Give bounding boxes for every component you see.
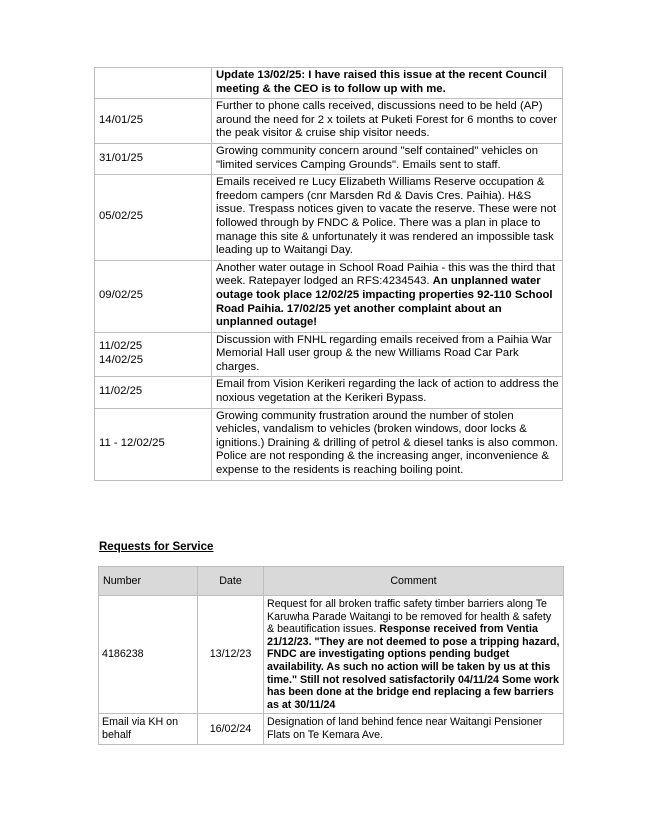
log-note-cell <box>212 143 563 174</box>
log-note-cell <box>212 175 563 261</box>
rfs-body <box>99 596 564 745</box>
log-row <box>95 175 563 261</box>
log-row <box>95 332 563 377</box>
text: Designation of land behind fence near Waitangi Pensioner Flats on Te Kemara Ave. <box>267 716 543 741</box>
rfs-number-cell: 4186238 <box>99 596 198 714</box>
log-note-cell <box>212 408 563 480</box>
text: Discussion with FNHL regarding emails received from a Paihia War Memorial Hall user group & the new Williams Road Car Park charges. <box>216 333 552 373</box>
log-note-cell <box>212 68 563 99</box>
log-date-cell <box>95 68 212 99</box>
issues-log-body <box>95 68 563 481</box>
text: Request for all broken traffic safety timber barriers along Te Karuwha Parade Waitangi to be removed for health & safety & beautification issues. <box>267 598 552 636</box>
text: Emails received re Lucy Elizabeth Williams Reserve occupation & freedom campers (cnr Marsden Rd & Davis Cres. Paihia). H&S issue. Trespass notices given to vacate the reserve. These were not followed through by FNDC & Police. There was a plan in place to manage this site & unfortunately it was rendered an impossible task leading up to Waitangi Day. <box>216 176 557 257</box>
rfs-number-cell: Email via KH on behalf <box>99 714 198 744</box>
log-row <box>95 377 563 408</box>
rfs-header-number: Number <box>99 567 198 596</box>
log-date-cell: 09/02/25 <box>95 260 212 332</box>
text: Email from Vision Kerikeri regarding the lack of action to address the noxious vegetation at the Kerikeri Bypass. <box>216 378 559 405</box>
log-note-cell <box>212 260 563 332</box>
log-note-cell <box>212 377 563 408</box>
log-row <box>95 408 563 480</box>
log-note-cell <box>212 99 563 144</box>
log-row <box>95 143 563 174</box>
rfs-date-cell: 13/12/23 <box>198 596 264 714</box>
rfs-table <box>98 566 564 745</box>
bold-text: Update 13/02/25: I have raised this issue at the recent Council meeting & the CEO is to follow up with me. <box>216 69 547 95</box>
log-row <box>95 99 563 144</box>
bold-text: Response received from Ventia 21/12/23. "They are not deemed to pose a tripping hazard, FNDC are investigating options pending budget availability. As such no action will be taken by us at this time." Still not resolved satisfactorily 04/11/24 Some work has been done at the bridge end replacing a few barriers as at 30/11/24 <box>267 623 560 711</box>
text: Growing community concern around "self contained" vehicles on "limited services Camping Grounds". Emails sent to staff. <box>216 144 538 171</box>
log-row <box>95 260 563 332</box>
rfs-header-row <box>99 567 564 596</box>
issues-log-table <box>94 67 563 481</box>
bold-text: An unplanned water outage took place 12/02/25 impacting properties 92-110 School Road Paihia. 17/02/25 yet another complaint about an unplanned outage! <box>216 275 553 329</box>
rfs-header-comment: Comment <box>264 567 564 596</box>
log-date-cell: 05/02/25 <box>95 175 212 261</box>
log-date-cell: 11 - 12/02/25 <box>95 408 212 480</box>
log-date-cell: 11/02/25 <box>95 377 212 408</box>
rfs-heading: Requests for Service <box>99 541 214 553</box>
rfs-header-date: Date <box>198 567 264 596</box>
log-date-cell: 31/01/25 <box>95 143 212 174</box>
text: Growing community frustration around the number of stolen vehicles, vandalism to vehicles (broken windows, door locks & ignitions.) Draining & drilling of petrol & diesel tanks is also common. Police are not responding & the increasing anger, inconvenience & expense to the residents is reaching boiling point. <box>216 409 559 477</box>
rfs-row <box>99 596 564 714</box>
rfs-comment-cell <box>264 596 564 714</box>
log-date-cell: 14/01/25 <box>95 99 212 144</box>
rfs-comment-cell <box>264 714 564 744</box>
text: Another water outage in School Road Paihia - this was the third that week. Ratepayer lodged an RFS:4234543. <box>216 261 556 288</box>
log-note-cell <box>212 332 563 377</box>
rfs-row <box>99 714 564 744</box>
text: Further to phone calls received, discussions need to be held (AP) around the need for 2 x toilets at Puketi Forest for 6 months to cover the peak visitor & cruise ship visitor needs. <box>216 100 557 140</box>
log-date-cell: 11/02/25 14/02/25 <box>95 332 212 377</box>
log-row <box>95 68 563 99</box>
rfs-date-cell: 16/02/24 <box>198 714 264 744</box>
